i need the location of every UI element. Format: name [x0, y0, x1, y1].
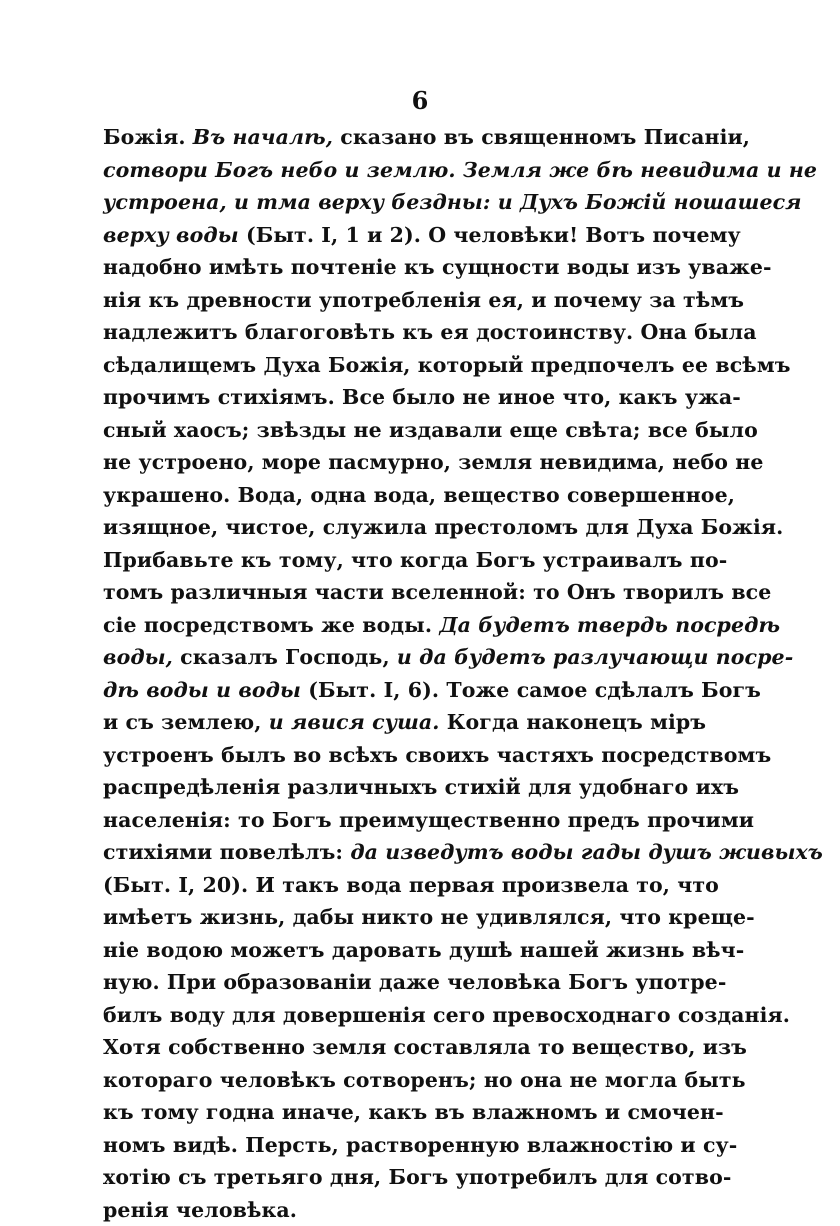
text-line	[103, 381, 693, 414]
text-segment	[491, 190, 498, 214]
text-segment: распредѣленія различныхъ стихій для удобнаго ихъ	[103, 775, 739, 799]
body-text	[103, 121, 693, 1226]
text-segment: изящное, чистое, служила престоломъ для Духа Божія.	[103, 515, 783, 539]
text-line	[103, 1064, 693, 1097]
text-line	[103, 706, 693, 739]
italic-text-segment: и явися суша.	[269, 710, 440, 734]
text-line	[103, 1194, 693, 1226]
text-line	[103, 804, 693, 837]
italic-text-segment: да изведутъ воды гады душъ живыхъ	[350, 840, 823, 864]
text-segment: ную. При образованіи даже человѣка Богъ употре-	[103, 970, 726, 994]
text-line	[103, 544, 693, 577]
text-line	[103, 674, 693, 707]
text-line	[103, 511, 693, 544]
text-segment: (Быт. I, 20). И такъ вода первая произвела то, что	[103, 873, 719, 897]
text-segment: не устроено, море пасмурно, земля невидима, небо не	[103, 450, 764, 474]
text-line	[103, 934, 693, 967]
text-line	[103, 121, 693, 154]
italic-text-segment: и Духъ Божій ношашеся	[498, 190, 802, 214]
text-line	[103, 641, 693, 674]
text-line	[103, 1031, 693, 1064]
text-line	[103, 901, 693, 934]
italic-text-segment: устроена, и тма верху бездны:	[103, 190, 491, 214]
italic-text-segment: воды,	[103, 645, 173, 669]
text-segment: сѣдалищемъ Духа Божія, который предпочелъ ее всѣмъ	[103, 353, 791, 377]
text-segment: (Быт. I, 6). Тоже самое сдѣлалъ Богъ	[301, 678, 761, 702]
text-segment: къ тому годна иначе, какъ въ влажномъ и смочен-	[103, 1100, 724, 1124]
text-line	[103, 414, 693, 447]
text-segment: номъ видѣ. Персть, растворенную влажностію и су-	[103, 1133, 737, 1157]
italic-text-segment: Въ началѣ,	[193, 125, 333, 149]
text-segment: сказано въ священномъ Писаніи,	[333, 125, 750, 149]
text-line	[103, 576, 693, 609]
italic-text-segment: дѣ воды и воды	[103, 678, 301, 702]
text-line	[103, 739, 693, 772]
text-segment: имѣетъ жизнь, дабы никто не удивлялся, что креще-	[103, 905, 755, 929]
text-segment: ренія человѣка.	[103, 1198, 297, 1222]
text-segment: (Быт. I, 1 и 2). О человѣки! Вотъ почему	[239, 223, 741, 247]
text-segment: Прибавьте къ тому, что когда Богъ устраивалъ по-	[103, 548, 727, 572]
text-line	[103, 869, 693, 902]
text-segment: надлежитъ благоговѣть къ ея достоинству. Она была	[103, 320, 757, 344]
italic-text-segment: Да будетъ твердь посредѣ	[439, 613, 780, 637]
text-line	[103, 251, 693, 284]
text-segment: ніе водою можетъ даровать душѣ нашей жизнь вѣч-	[103, 938, 744, 962]
text-line	[103, 446, 693, 479]
text-segment: устроенъ былъ во всѣхъ своихъ частяхъ посредствомъ	[103, 743, 771, 767]
page-number: 6	[0, 86, 840, 115]
text-line	[103, 186, 693, 219]
text-line	[103, 154, 693, 187]
italic-text-segment: и да будетъ разлучающи посре-	[397, 645, 793, 669]
text-line	[103, 349, 693, 382]
text-segment: Когда наконецъ міръ	[440, 710, 707, 734]
text-segment: билъ воду для довершенія сего превосходнаго созданія.	[103, 1003, 790, 1027]
text-line	[103, 479, 693, 512]
text-segment: сказалъ Господь,	[173, 645, 397, 669]
text-segment: и съ землею,	[103, 710, 269, 734]
italic-text-segment: верху воды	[103, 223, 239, 247]
text-line	[103, 1129, 693, 1162]
text-segment: стихіями повелѣлъ:	[103, 840, 350, 864]
text-segment: сный хаосъ; звѣзды не издавали еще свѣта; все было	[103, 418, 758, 442]
text-line	[103, 609, 693, 642]
text-segment: томъ различныя части вселенной: то Онъ творилъ все	[103, 580, 771, 604]
text-segment: населенія: то Богъ преимущественно предъ прочими	[103, 808, 754, 832]
text-segment: надобно имѣть почтеніе къ сущности воды изъ уваже-	[103, 255, 772, 279]
text-line	[103, 316, 693, 349]
text-line	[103, 836, 693, 869]
text-line	[103, 966, 693, 999]
text-segment: прочимъ стихіямъ. Все было не иное что, какъ ужа-	[103, 385, 741, 409]
text-line	[103, 219, 693, 252]
text-line	[103, 771, 693, 804]
text-segment: хотію съ третьяго дня, Богъ употребилъ для сотво-	[103, 1165, 731, 1189]
text-segment: сіе посредствомъ же воды.	[103, 613, 439, 637]
italic-text-segment: сотвори Богъ небо и землю. Земля же бѣ невидима и не	[103, 158, 817, 182]
text-line	[103, 1161, 693, 1194]
text-line	[103, 999, 693, 1032]
text-segment: Божія.	[103, 125, 193, 149]
text-segment: котораго человѣкъ сотворенъ; но она не могла быть	[103, 1068, 746, 1092]
text-segment: Хотя собственно земля составляла то вещество, изъ	[103, 1035, 747, 1059]
text-line	[103, 284, 693, 317]
text-segment: нія къ древности употребленія ея, и почему за тѣмъ	[103, 288, 744, 312]
text-line	[103, 1096, 693, 1129]
text-segment: украшено. Вода, одна вода, вещество совершенное,	[103, 483, 735, 507]
